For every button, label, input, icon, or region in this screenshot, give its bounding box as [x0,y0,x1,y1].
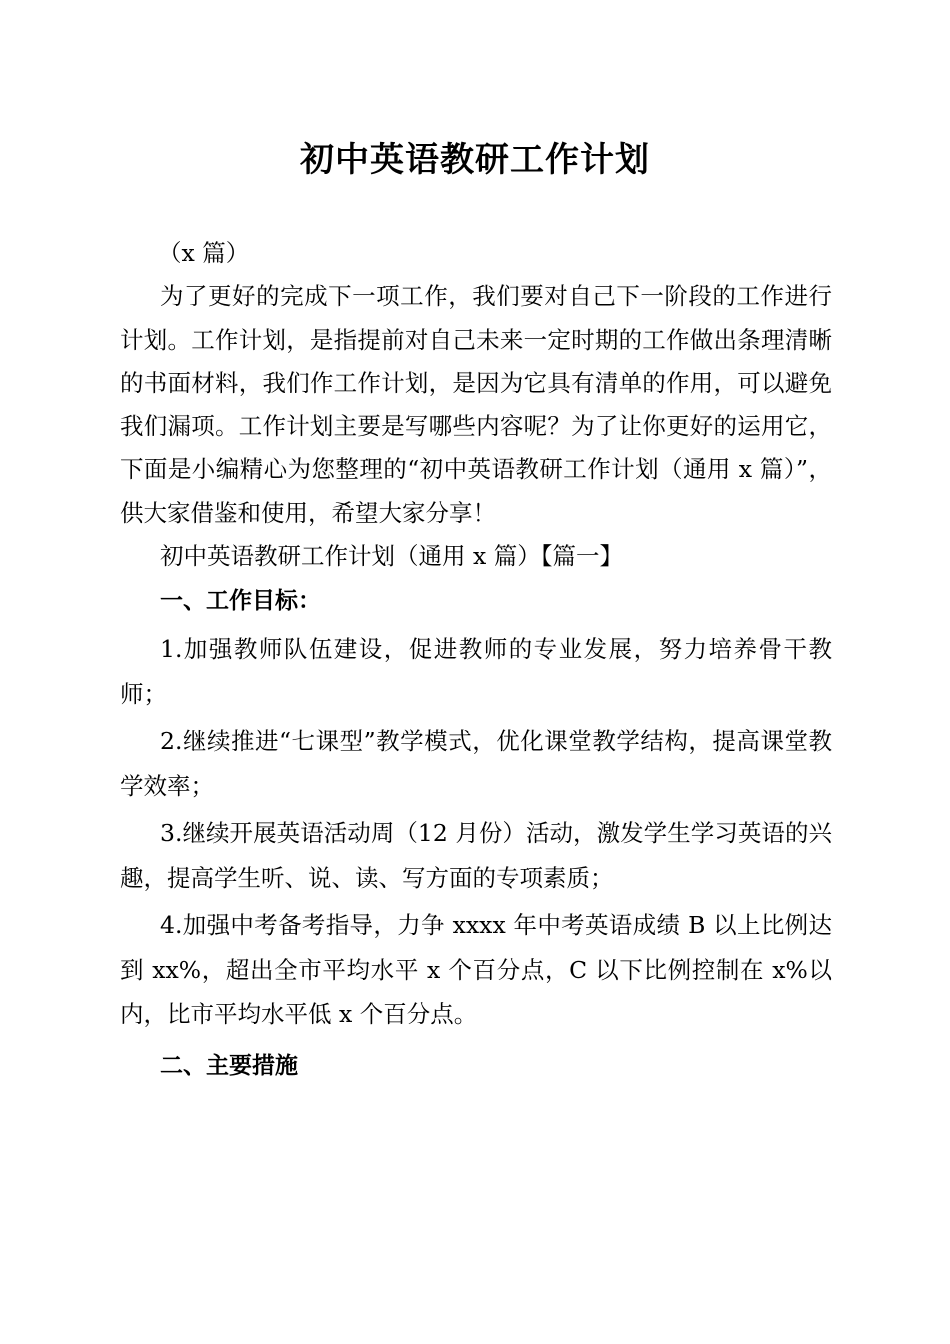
heading-main-measures: 二、主要措施 [160,1052,298,1079]
heading-work-goals: 一、工作目标： [160,588,321,615]
goal-item-1: 1.加强教师队伍建设，促进教师的专业发展，努力培养骨干教师； [120,635,832,708]
goal-item-4: 4.加强中考备考指导，力争 xxxx 年中考英语成绩 B 以上比例达到 xx%，超出全市平均水平 x 个百分点，C 以下比例控制在 x%以内，比市平均水平低 x 个百分点。 [120,911,832,1029]
document-title: 初中英语教研工作计划 [300,140,650,180]
section-title: 初中英语教研工作计划（通用 x 篇）【篇一】 [160,542,623,571]
intro-paragraph: 为了更好的完成下一项工作，我们要对自己下一阶段的工作进行计划。工作计划，是指提前对自己未来一定时期的工作做出条理清晰的书面材料，我们作工作计划，是因为它具有清单的作用，可以避免我们漏项。工作计划主要是写哪些内容呢？为了让你更好的运用它，下面是小编精心为您整理的“初中英语教研工作计划（通用 x 篇）”，供大家借鉴和使用，希望大家分享！ [120,282,832,527]
goal-item-3: 3.继续开展英语活动周（12 月份）活动，激发学生学习英语的兴趣，提高学生听、说、读、写方面的专项素质； [120,819,832,892]
document-body [120,232,832,1089]
document-subtitle: （x 篇） [158,239,250,267]
goal-item-2: 2.继续推进“七课型”教学模式，优化课堂教学结构，提高课堂教学效率； [120,727,832,800]
